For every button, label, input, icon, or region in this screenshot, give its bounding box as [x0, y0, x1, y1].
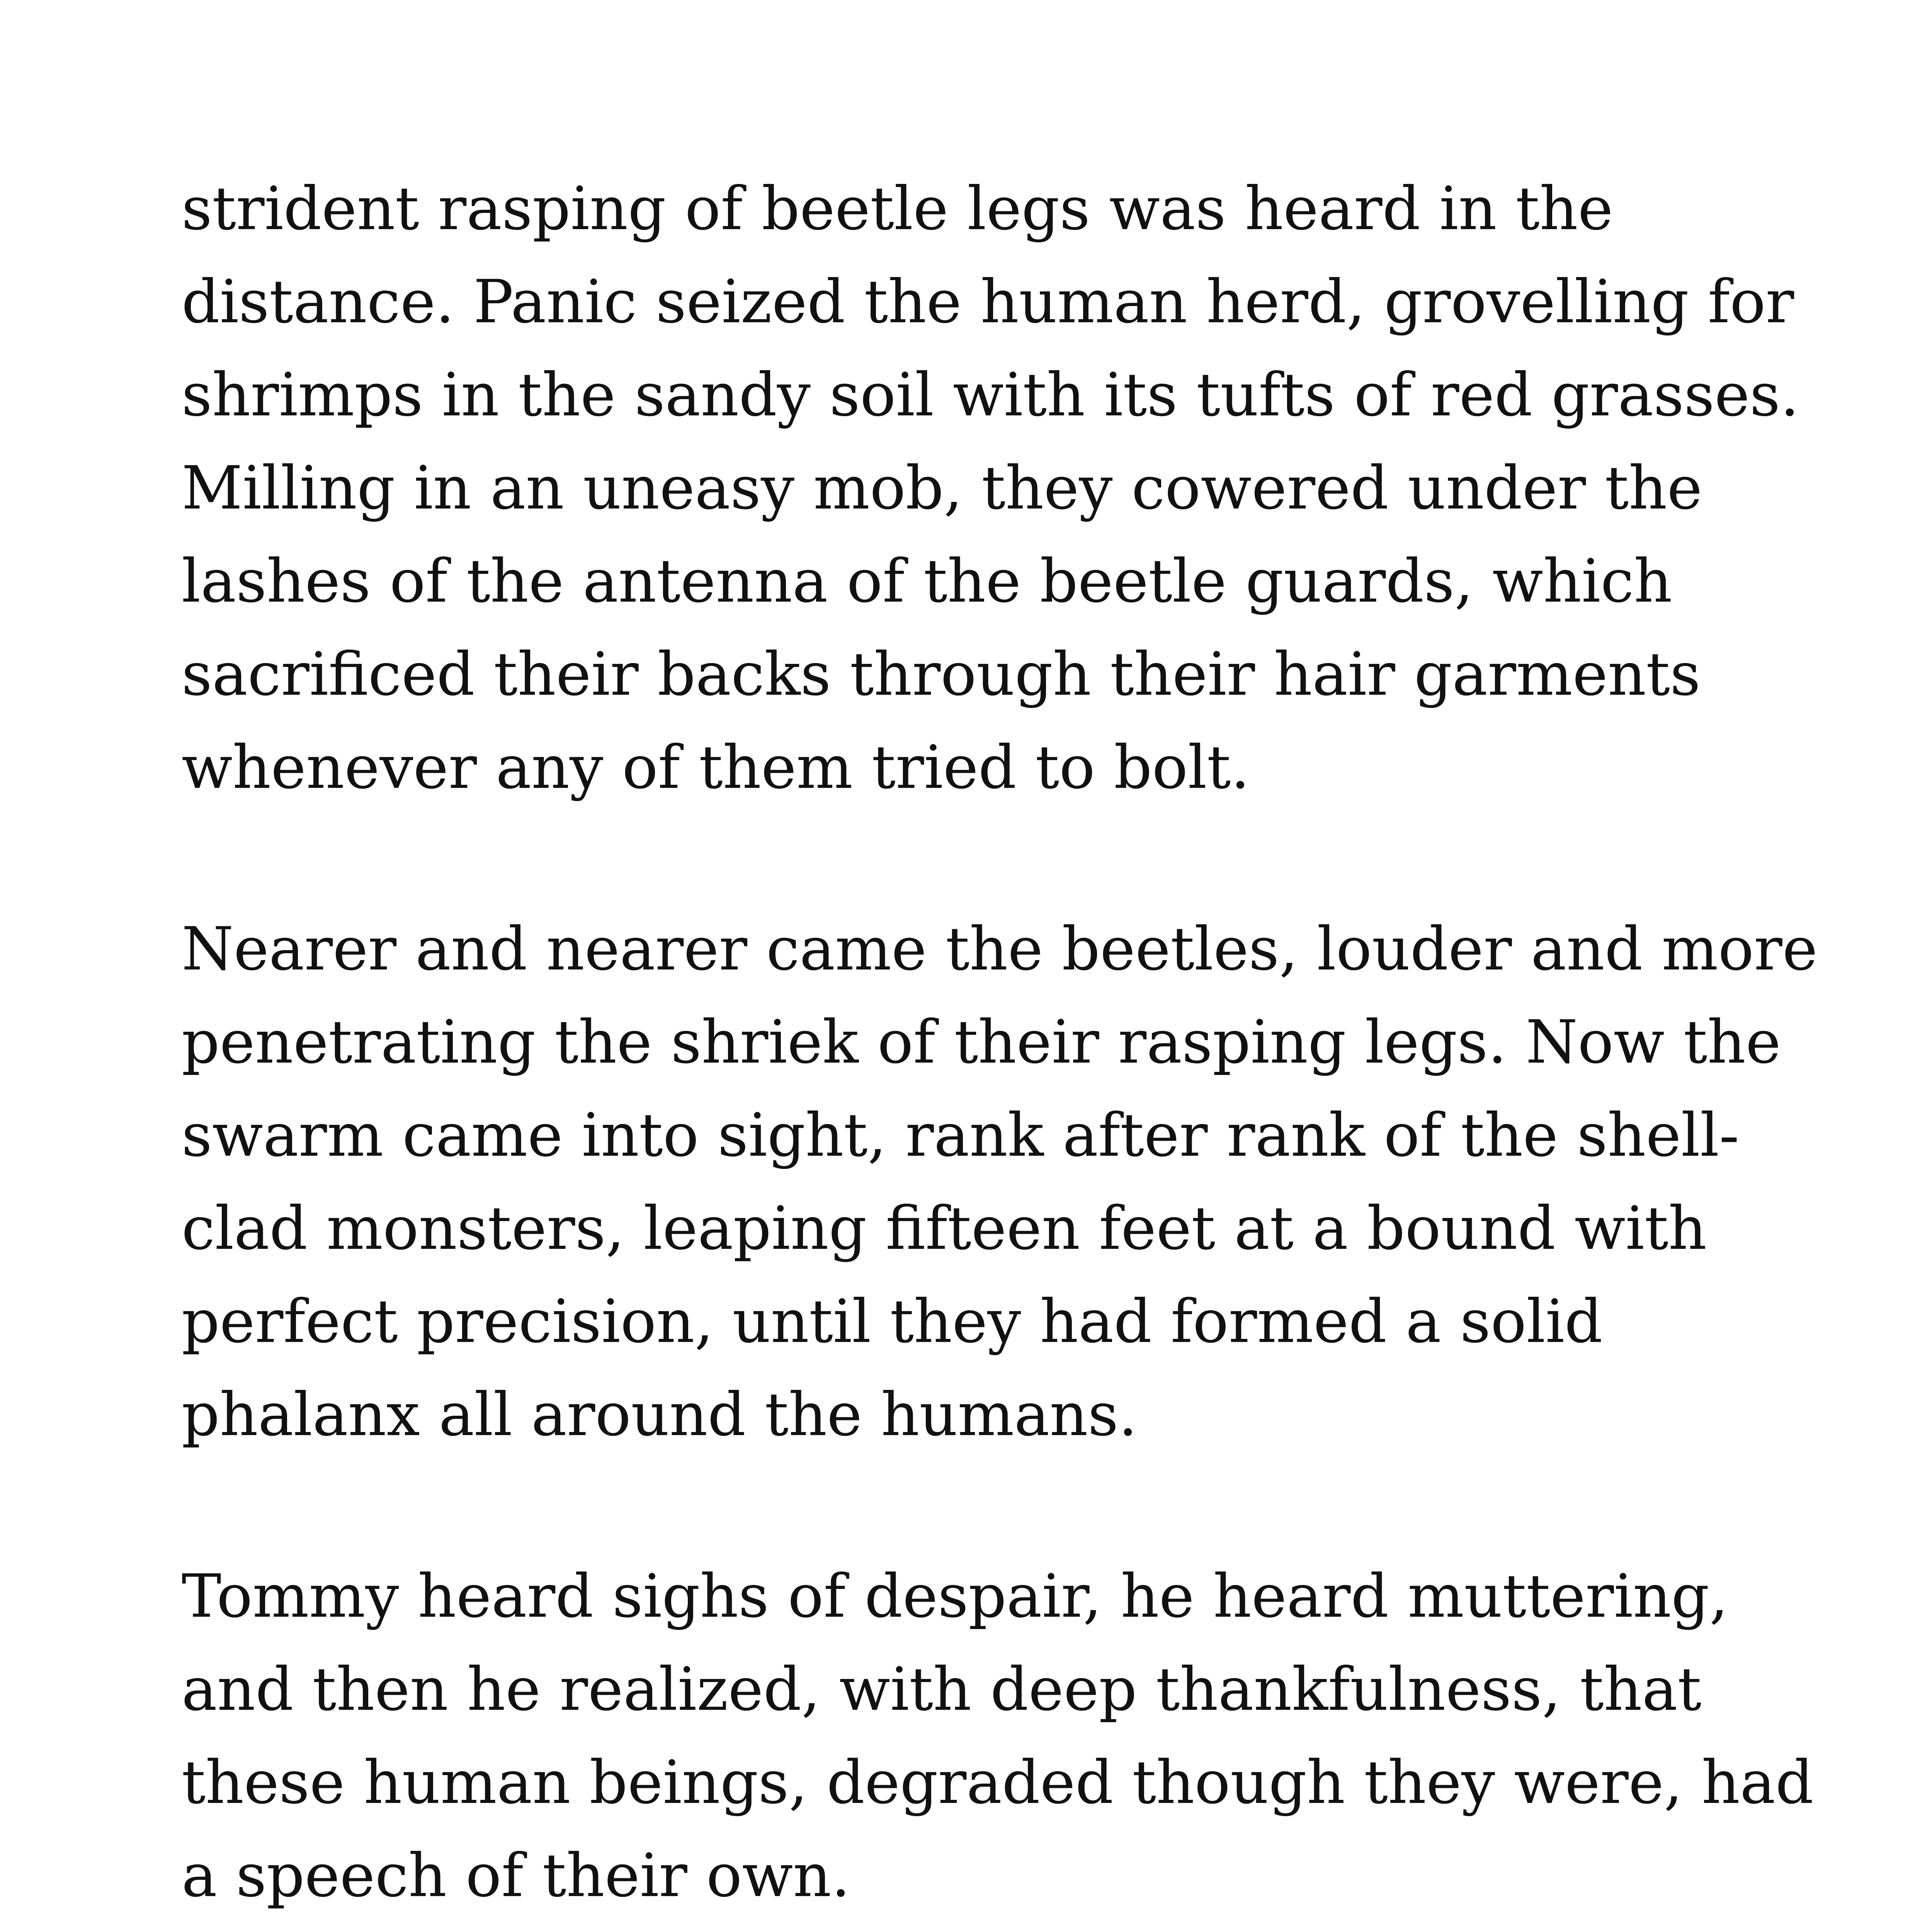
text-line: a speech of their own. [182, 1841, 850, 1910]
text-line: swarm came into sight, rank after rank of the shell- [182, 1101, 1740, 1170]
text-line: phalanx all around the humans. [182, 1380, 1138, 1449]
text-line: clad monsters, leaping fifteen feet at a bound with [182, 1194, 1707, 1263]
text-line: perfect precision, until they had formed a solid [182, 1287, 1603, 1356]
text-line: whenever any of them tried to bolt. [182, 733, 1250, 802]
paragraph-3 [182, 1550, 1843, 1922]
text-line: sacrificed their backs through their hair garments [182, 640, 1701, 709]
paragraph-gap [182, 1922, 1843, 1932]
story-text [182, 162, 1843, 1932]
text-line: Nearer and nearer came the beetles, louder and more [182, 915, 1818, 984]
paragraph-gap [182, 814, 1843, 903]
text-line: shrimps in the sandy soil with its tufts of red grasses. [182, 361, 1799, 430]
text-line: Tommy heard sighs of despair, he heard muttering, [182, 1562, 1728, 1631]
paragraph-1 [182, 162, 1843, 814]
text-line: distance. Panic seized the human herd, grovelling for [182, 267, 1794, 337]
text-line: Milling in an uneasy mob, they cowered under the [182, 454, 1702, 523]
text-line: strident rasping of beetle legs was heard in the [182, 174, 1613, 243]
paragraph-gap [182, 1461, 1843, 1550]
paragraph-2 [182, 903, 1843, 1461]
text-line: penetrating the shriek of their rasping legs. Now the [182, 1008, 1781, 1077]
text-line: these human beings, degraded though they were, had [182, 1748, 1814, 1817]
text-line: lashes of the antenna of the beetle guards, which [182, 547, 1672, 616]
text-line: and then he realized, with deep thankfulness, that [182, 1655, 1702, 1724]
